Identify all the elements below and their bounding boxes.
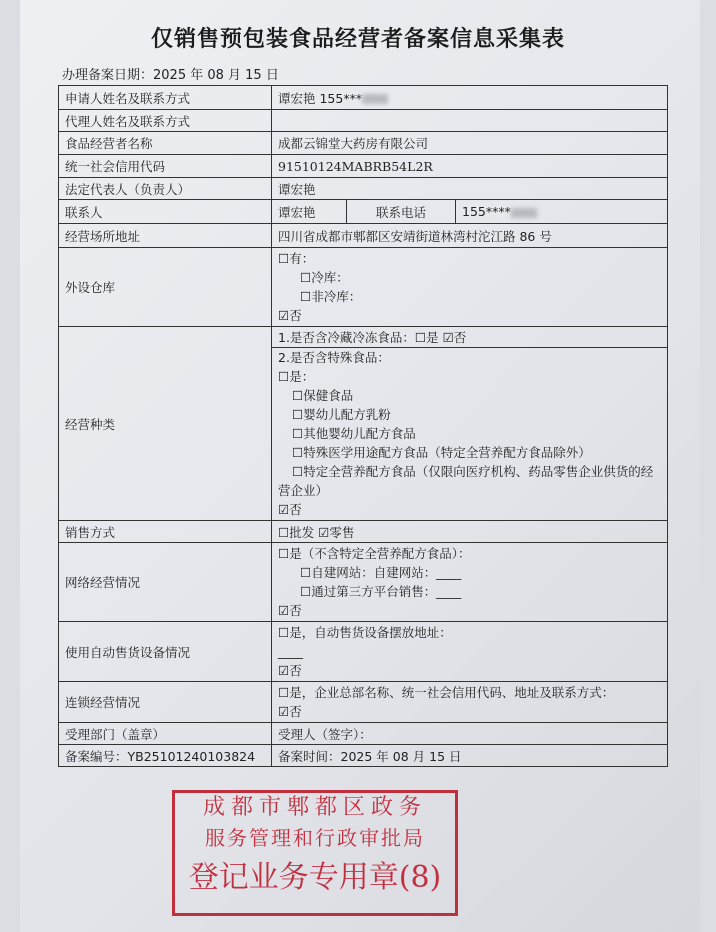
label: 食品经营者名称 [59,132,272,155]
value: 91510124MABRB54L2R [272,155,668,178]
line: ☐特定全营养配方食品（仅限向医疗机构、药品零售企业供货的经营企业） [278,464,654,498]
label: 连锁经营情况 [59,682,272,723]
value [272,543,668,622]
label: 代理人姓名及联系方式 [59,110,272,132]
line: ☐是： [278,369,315,384]
line: ☐其他婴幼儿配方食品 [292,426,416,441]
value: 成都云锦堂大药房有限公司 [272,132,668,155]
line: ☑否 [278,704,302,719]
line: ☐是（不含特定全营养配方食品）： [278,546,471,561]
seal-line: 成都市郫都区政务 [202,795,427,820]
phone-label: 联系电话 [347,200,456,224]
row-record [59,745,668,767]
row-agent [59,110,668,132]
value: 四川省成都市郫都区安靖街道林湾村沱江路 86 号 [272,224,668,248]
redacted [511,208,537,218]
row-address [59,224,668,248]
line: ☐是，企业总部名称、统一社会信用代码、地址及联系方式： [278,685,615,700]
label: 销售方式 [59,521,272,543]
value: 备案时间：2025 年 08 月 15 日 [272,745,668,767]
filing-date: 办理备案日期：2025 年 08 月 15 日 [62,68,279,83]
label: 网络经营情况 [59,543,272,622]
value [272,248,668,327]
row-category [59,327,668,521]
label: 申请人姓名及联系方式 [59,86,272,110]
form-title: 仅销售预包装食品经营者备案信息采集表 [150,27,565,52]
label: 使用自动售货设备情况 [59,622,272,682]
label: 统一社会信用代码 [59,155,272,178]
row-sales [59,521,668,543]
row-dept [59,723,668,745]
label: 外设仓库 [59,248,272,327]
seal-line: 服务管理和行政审批局 [205,826,425,850]
value: 谭宏艳 [272,178,668,200]
phone [456,200,668,224]
line: ☐通过第三方平台销售：____ [300,584,462,599]
line: ☐特殊医学用途配方食品（特定全营养配方食品除外） [292,445,591,460]
label: 受理部门（盖章） [59,723,272,745]
line: ☑否 [278,308,302,323]
form-table [58,85,668,767]
row-online [59,543,668,622]
row-legal [59,178,668,200]
row-chain [59,682,668,723]
line: ☐保健食品 [292,388,354,403]
value: ☐批发 ☑零售 [272,521,668,543]
line: ☐有： [278,251,315,266]
line: ☐自建网站：自建网站：____ [300,565,462,580]
label: 经营场所地址 [59,224,272,248]
line: ☐婴幼儿配方乳粉 [292,407,391,422]
row-contact [59,200,668,224]
label: 法定代表人（负责人） [59,178,272,200]
row-applicant [59,86,668,110]
value [272,327,668,521]
value [272,110,668,132]
line: ☑否 [278,603,302,618]
row-warehouse [59,248,668,327]
row-credit [59,155,668,178]
value [272,622,668,682]
line: 2.是否含特殊食品： [278,350,390,365]
redacted [362,94,388,104]
label: 经营种类 [59,327,272,521]
phone-value: 155**** [462,204,511,219]
official-seal [172,790,458,916]
label: 联系人 [59,200,272,224]
label: 备案编号：YB25101240103824 [59,745,272,767]
row-vending [59,622,668,682]
line: ☐冷库： [300,270,349,285]
line: ____ [278,644,303,659]
seal-line: 登记业务专用章(8) [188,860,442,895]
line: ☐是，自动售货设备摆放地址： [278,625,452,640]
value [272,86,668,110]
line: ☑否 [278,663,302,678]
line: ☑否 [278,502,302,517]
value: 谭宏艳 [272,200,347,224]
line: 1.是否含冷藏冷冻食品：☐是 ☑否 [272,328,667,348]
row-name [59,132,668,155]
value: 受理人（签字）： [272,723,668,745]
applicant-value: 谭宏艳 155*** [278,90,363,106]
value [272,682,668,723]
line: ☐非冷库： [300,289,362,304]
